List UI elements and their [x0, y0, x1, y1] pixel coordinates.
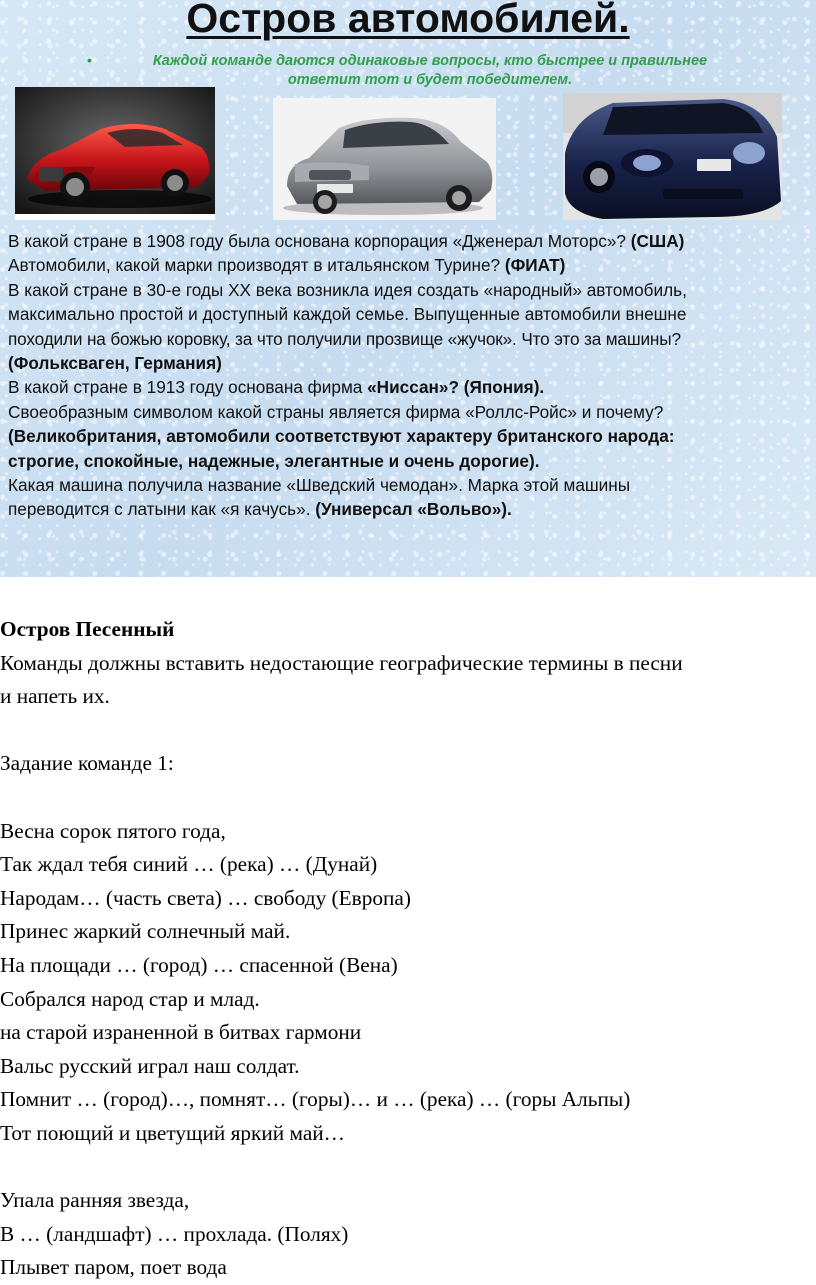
- slide-question-list: [8, 229, 814, 522]
- blank-line: [0, 1151, 816, 1185]
- verse-line: Собрался народ стар и млад.: [0, 986, 260, 1011]
- verse-line: Принес жаркий солнечный май.: [0, 919, 291, 944]
- question-line: В какой стране в 1913 году основана фирма «Ниссан»? (Япония).: [8, 377, 545, 398]
- subtitle-line-2: ответит тот и будет победителем.: [287, 72, 573, 88]
- section-heading: Остров Песенный: [0, 617, 175, 641]
- answer-line: строгие, спокойные, надежные, элегантные и очень дорогие).: [8, 450, 540, 471]
- verse-line: Народам… (часть света) … свободу (Европа): [0, 885, 411, 910]
- question-line: Автомобили, какой марки производят в итальянском Турине? (ФИАТ): [8, 255, 566, 276]
- verse-line: Упала ранняя звезда,: [0, 1188, 190, 1213]
- blank-line: [0, 781, 816, 815]
- verse-line: В … (ландшафт) … прохлада. (Полях): [0, 1221, 349, 1246]
- slide-title: Остров автомобилей.: [186, 0, 630, 41]
- question-line: походили на божью коровку, за что получили прозвище «жучок». Что это за машины?: [8, 328, 681, 349]
- intro-line: и напеть их.: [0, 684, 110, 709]
- answer-line: (Фольксваген, Германия): [8, 353, 222, 374]
- red-sports-car-photo: [15, 87, 215, 220]
- question-line: максимально простой и доступный каждой семье. Выпущенные автомобили внешне: [8, 304, 687, 325]
- intro-line: Команды должны вставить недостающие географические термины в песни: [0, 650, 683, 675]
- question-line: переводится с латыни как «я качусь». (Универсал «Вольво»).: [8, 499, 512, 520]
- silver-sedan-photo: [273, 98, 496, 220]
- dark-blue-hatchback-photo: [563, 93, 782, 220]
- question-line: В какой стране в 1908 году была основана корпорация «Дженерал Моторс»? (США): [8, 231, 685, 251]
- slide-image: [0, 0, 816, 577]
- question-line: В какой стране в 30-е годы XX века возникла идея создать «народный» автомобиль,: [8, 279, 687, 300]
- subtitle-line-1: Каждой команде даются одинаковые вопросы, кто быстрее и правильнее: [152, 53, 708, 69]
- slide-subtitle: [110, 52, 750, 90]
- bullet-marker: •: [87, 52, 92, 68]
- verse-line: Так ждал тебя синий … (река) … (Дунай): [0, 852, 378, 877]
- blank-line: [0, 714, 816, 748]
- verse-line: Вальс русский играл наш солдат.: [0, 1053, 300, 1078]
- verse-line: Плывет паром, поет вода: [0, 1255, 227, 1280]
- verse-line: на старой израненной в битвах гармони: [0, 1020, 362, 1045]
- task-label: Задание команде 1:: [0, 751, 174, 776]
- verse-line: Тот поющий и цветущий яркий май…: [0, 1120, 345, 1145]
- document-body: [0, 613, 816, 1285]
- verse-line: Помнит … (город)…, помнят… (горы)… и … (река) … (горы Альпы): [0, 1087, 631, 1112]
- verse-line: Весна сорок пятого года,: [0, 818, 226, 843]
- question-line: Какая машина получила название «Шведский чемодан». Марка этой машины: [8, 475, 631, 496]
- answer-line: (Великобритания, автомобили соответствуют характеру британского народа:: [8, 426, 675, 447]
- question-line: Своеобразным символом какой страны является фирма «Роллс-Ройс» и почему?: [8, 401, 664, 422]
- verse-line: На площади … (город) … спасенной (Вена): [0, 952, 398, 977]
